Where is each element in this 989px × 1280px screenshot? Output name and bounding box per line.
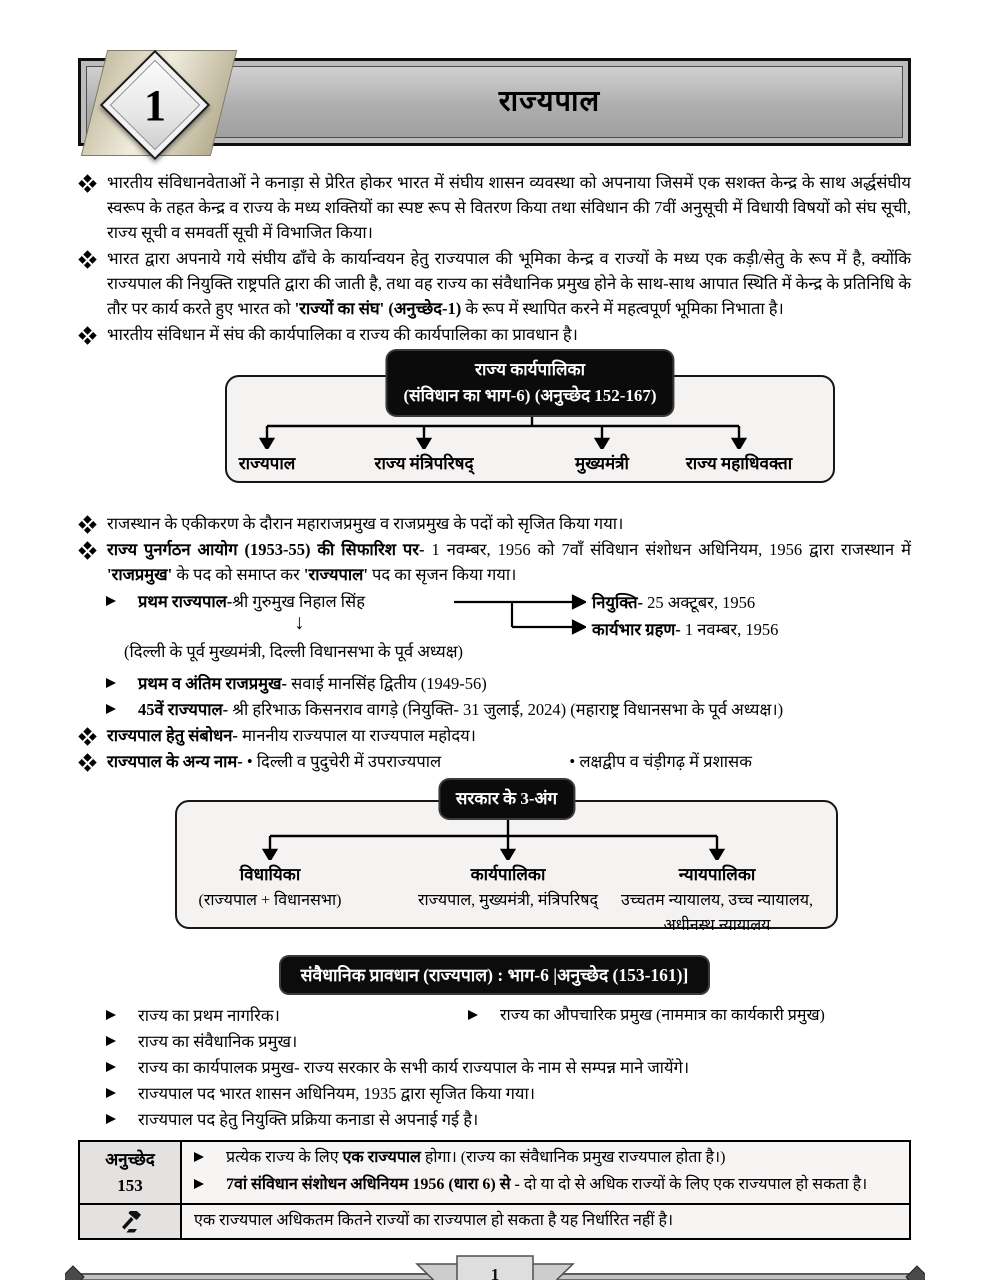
article-153-point1-text bbox=[226, 1145, 897, 1171]
page-title: राज्यपाल bbox=[498, 85, 601, 118]
arrow-bullet-icon bbox=[106, 1062, 126, 1072]
address-label: राज्यपाल हेतु संबोधन- bbox=[107, 726, 238, 745]
intro-point-3 bbox=[78, 322, 911, 347]
provision-row5-text: राज्यपाल पद हेतु नियुक्ति प्रक्रिया कनाडा से अपनाई गई है। bbox=[138, 1110, 479, 1129]
arrow-bullet-icon bbox=[194, 1179, 214, 1189]
arrow-bullet-icon bbox=[194, 1152, 214, 1162]
gov45-value: श्री हरिभाऊ किसनराव वागड़े (नियुक्ति- 31 जुलाई, 2024) (महाराष्ट्र विधानसभा के पूर्व अध्यक्ष।) bbox=[228, 700, 784, 719]
rajasthan-point-1 bbox=[78, 511, 911, 536]
appointment-details bbox=[592, 589, 778, 643]
arrow-bullet-icon bbox=[106, 1036, 126, 1046]
rajpramukh-label: प्रथम व अंतिम राजप्रमुख- bbox=[138, 674, 288, 693]
chart1-connector-arrows bbox=[227, 413, 837, 449]
rajyapal-bold: 'राज्यपाल' bbox=[303, 565, 368, 584]
other-names-line bbox=[78, 749, 911, 774]
diamond-bullet-icon bbox=[78, 250, 96, 268]
organ-legislature-heading: विधायिका bbox=[239, 865, 301, 884]
note-icon-cell bbox=[80, 1205, 182, 1238]
first-governor-label: प्रथम राज्यपाल- bbox=[138, 592, 233, 611]
article-153-point-1 bbox=[194, 1145, 897, 1171]
provision-row-5 bbox=[106, 1107, 911, 1132]
point1-bold: एक राज्यपाल bbox=[342, 1149, 421, 1166]
provision-row-4 bbox=[106, 1081, 911, 1106]
first-governor-name: श्री गुरुमुख निहाल सिंह bbox=[232, 592, 365, 611]
article-label-number: 153 bbox=[117, 1175, 143, 1195]
diamond-bullet-icon bbox=[78, 541, 96, 559]
provision-row2-text: राज्य का संवैधानिक प्रमुख। bbox=[138, 1032, 298, 1051]
charge-line bbox=[592, 616, 778, 643]
chart1-title-line1: राज्य कार्यपालिका bbox=[475, 360, 585, 379]
rajpramukh-bold: 'राजप्रमुख' bbox=[107, 565, 173, 584]
appointment-label: नियुक्ति- bbox=[592, 593, 644, 612]
organ-judiciary-heading: न्यायपालिका bbox=[678, 865, 756, 884]
state-executive-chart bbox=[225, 351, 835, 503]
diamond-bullet-icon bbox=[78, 753, 96, 771]
point2-bold: 7वां संविधान संशोधन अधिनियम 1956 (धारा 6) से - bbox=[226, 1176, 520, 1193]
union-of-states-bold: 'राज्यों का संघ' (अनुच्छेद-1) bbox=[294, 299, 462, 318]
diamond-bullet-icon bbox=[78, 727, 96, 745]
intro-point-1-text: भारतीय संविधानवेताओं ने कनाड़ा से प्रेरित होकर भारत में संघीय शासन व्यवस्था को अपनाया जिसमें एक सशक्त केन्द्र के साथ अर्द्धसंघीय स्वरूप के तहत केन्द्र व राज्य के मध्य शक्तियों का स्पष्ट रूप से वितरण किया तथा संविधान की 7वीं अनुसूची में विधायी विषयों को संघ सूची, राज्य सूची व समवर्ती सूची में विभाजित किया। bbox=[107, 173, 911, 242]
gov45-line bbox=[106, 697, 911, 722]
intro-point-2-part1: भारत द्वारा अपनाये गये संघीय ढाँचे के कार्यान्वयन हेतु राज्यपाल की भूमिका केन्द्र व राज्यों के मध्य एक कड़ी/सेतु के रूप में है, क्योंकि राज्यपाल की नियुक्ति राष्ट्रपति द्वारा की जाती है, तथा वह राज्य का संवैधानिक प्रमुख होने के साथ-साथ आपात स्थिति में केन्द्र के प्रतिनिधि के तौर पर कार्य करते हुए भारत को bbox=[107, 249, 911, 318]
provision-row1-right bbox=[468, 1003, 825, 1025]
diamond-bullet-icon bbox=[78, 174, 96, 192]
charge-label: कार्यभार ग्रहण- bbox=[592, 620, 681, 639]
chart1-item-council: राज्य मंत्रिपरिषद् bbox=[374, 454, 474, 473]
other-names-text bbox=[107, 749, 911, 774]
govt-organs-chart-title: सरकार के 3-अंग bbox=[440, 780, 573, 818]
address-line bbox=[78, 723, 911, 748]
point1-pre: प्रत्येक राज्य के लिए bbox=[226, 1149, 343, 1166]
article-153-table bbox=[78, 1140, 911, 1240]
address-value: माननीय राज्यपाल या राज्यपाल महोदय। bbox=[237, 726, 476, 745]
appointment-line bbox=[592, 589, 778, 616]
provision-row3-text: राज्य का कार्यपालक प्रमुख- राज्य सरकार के सभी कार्य राज्यपाल के नाम से सम्पन्न माने जायेंगे। bbox=[138, 1058, 690, 1077]
arrow-bullet-icon bbox=[106, 678, 126, 688]
arrow-bullet-icon bbox=[106, 1114, 126, 1124]
gavel-icon bbox=[117, 1211, 143, 1233]
govt-organs-chart bbox=[175, 780, 838, 945]
article-153-point-2 bbox=[194, 1172, 897, 1198]
intro-point-2 bbox=[78, 246, 911, 321]
intro-point-2-part3: के रूप में स्थापित करने में महत्वपूर्ण भूमिका निभाता है। bbox=[461, 299, 784, 318]
point1-post: होगा। (राज्य का संवैधानिक प्रमुख राज्यपाल होता है।) bbox=[420, 1149, 726, 1166]
first-governor-diagram bbox=[106, 589, 911, 669]
appointment-value: 25 अक्टूबर, 1956 bbox=[643, 593, 756, 612]
chapter-number: 1 bbox=[144, 80, 166, 130]
rajpramukh-value: सवाई मानसिंह द्वितीय (1949-56) bbox=[287, 674, 487, 693]
arrow-bullet-icon bbox=[106, 1088, 126, 1098]
rajpramukh-text bbox=[138, 671, 911, 696]
organ-judiciary-sub: उच्चतम न्यायालय, उच्च न्यायालय, अधीनस्थ न्यायालय bbox=[620, 892, 813, 934]
chart2-connector-arrows bbox=[177, 820, 840, 860]
arrow-bullet-icon bbox=[106, 596, 126, 606]
provision-row-2 bbox=[106, 1029, 911, 1054]
chapter-header bbox=[78, 58, 911, 146]
note-cell bbox=[182, 1205, 909, 1238]
other-names-label: राज्यपाल के अन्य नाम- bbox=[107, 752, 243, 771]
address-text bbox=[107, 723, 911, 748]
diamond-bullet-icon bbox=[78, 515, 96, 533]
chart1-item-advocate: राज्य महाधिवक्ता bbox=[685, 454, 793, 473]
chart1-item-cm: मुख्यमंत्री bbox=[575, 454, 629, 473]
page-number-ribbon bbox=[417, 1256, 573, 1280]
reorg-text1: 1 नवम्बर, 1956 को 7वाँ संविधान संशोधन अधिनियम, 1956 द्वारा राजस्थान में bbox=[424, 540, 911, 559]
gov45-text bbox=[138, 697, 911, 722]
rajpramukh-line bbox=[106, 671, 911, 696]
dot-bullet-icon: • bbox=[569, 752, 576, 771]
article-153-content-cell bbox=[182, 1142, 909, 1203]
gov45-label: 45वें राज्यपाल- bbox=[138, 700, 229, 719]
down-arrow-icon: ↓ bbox=[294, 610, 305, 634]
organ-executive-heading: कार्यपालिका bbox=[470, 865, 546, 884]
provision-row4-text: राज्यपाल पद भारत शासन अधिनियम, 1935 द्वारा सृजित किया गया। bbox=[138, 1084, 536, 1103]
page-content bbox=[0, 170, 989, 1240]
article-153-row bbox=[80, 1142, 909, 1203]
article-153-label-cell bbox=[80, 1142, 182, 1203]
other-name-2: लक्षद्वीप व चंड़ीगढ़ में प्रशासक bbox=[579, 752, 752, 771]
charge-value: 1 नवम्बर, 1956 bbox=[680, 620, 779, 639]
dot-bullet-icon: • bbox=[246, 752, 253, 771]
chart1-title-line2: (संविधान का भाग-6) (अनुच्छेद 152-167) bbox=[403, 386, 657, 405]
article-153-point2-text bbox=[226, 1172, 897, 1198]
reorg-text3: पद का सृजन किया गया। bbox=[367, 565, 517, 584]
other-name-1: दिल्ली व पुदुचेरी में उपराज्यपाल bbox=[256, 752, 442, 771]
intro-point-3-text: भारतीय संविधान में संघ की कार्यपालिका व राज्य की कार्यपालिका का प्रावधान है। bbox=[107, 325, 578, 344]
rajasthan-point-2-text bbox=[107, 537, 911, 587]
arrow-bullet-icon bbox=[468, 1010, 488, 1020]
state-executive-chart-title bbox=[387, 351, 672, 415]
arrow-bullet-icon bbox=[106, 1010, 126, 1020]
organ-executive-sub: राज्यपाल, मुख्यमंत्री, मंत्रिपरिषद् bbox=[417, 892, 599, 909]
constitutional-provisions-banner: संवैधानिक प्रावधान (राज्यपाल) : भाग-6 |अनुच्छेद (153-161)] bbox=[281, 957, 709, 993]
first-governor-line bbox=[106, 589, 365, 612]
reorg-text2: के पद को समाप्त कर bbox=[172, 565, 304, 584]
page-number: 1 bbox=[490, 1265, 499, 1280]
arrow-bullet-icon bbox=[106, 704, 126, 714]
chart1-item-governor: राज्यपाल bbox=[238, 454, 296, 473]
intro-point-2-text bbox=[107, 246, 911, 321]
rajasthan-point-1-text: राजस्थान के एकीकरण के दौरान महाराजप्रमुख व राजप्रमुख के पदों को सृजित किया गया। bbox=[107, 514, 624, 533]
first-governor-note: (दिल्ली के पूर्व मुख्यमंत्री, दिल्ली विधानसभा के पूर्व अध्यक्ष) bbox=[124, 642, 464, 661]
provision-row1-left: राज्य का प्रथम नागरिक। bbox=[138, 1006, 280, 1025]
intro-point-1 bbox=[78, 170, 911, 245]
rajasthan-point-2 bbox=[78, 537, 911, 587]
provision-row-1 bbox=[106, 1003, 911, 1028]
reorg-commission-bold: राज्य पुनर्गठन आयोग (1953-55) की सिफारिश पर- bbox=[107, 540, 425, 559]
article-label-word: अनुच्छेद bbox=[105, 1149, 155, 1169]
note-text: एक राज्यपाल अधिकतम कितने राज्यों का राज्यपाल हो सकता है यह निर्धारित नहीं है। bbox=[194, 1212, 674, 1229]
page-footer bbox=[65, 1254, 925, 1280]
provision-row1-right-text: राज्य का औपचारिक प्रमुख (नाममात्र का कार्यकारी प्रमुख) bbox=[500, 1007, 825, 1024]
note-row bbox=[80, 1203, 909, 1238]
branch-arrows bbox=[454, 590, 586, 638]
provision-row-3 bbox=[106, 1055, 911, 1080]
diamond-bullet-icon bbox=[78, 326, 96, 344]
govt-organs-chart-box bbox=[175, 800, 838, 934]
point2-text: दो या दो से अधिक राज्यों के लिए एक राज्यपाल हो सकता है। bbox=[519, 1176, 868, 1193]
organ-legislature-sub: (राज्यपाल + विधानसभा) bbox=[198, 892, 342, 909]
